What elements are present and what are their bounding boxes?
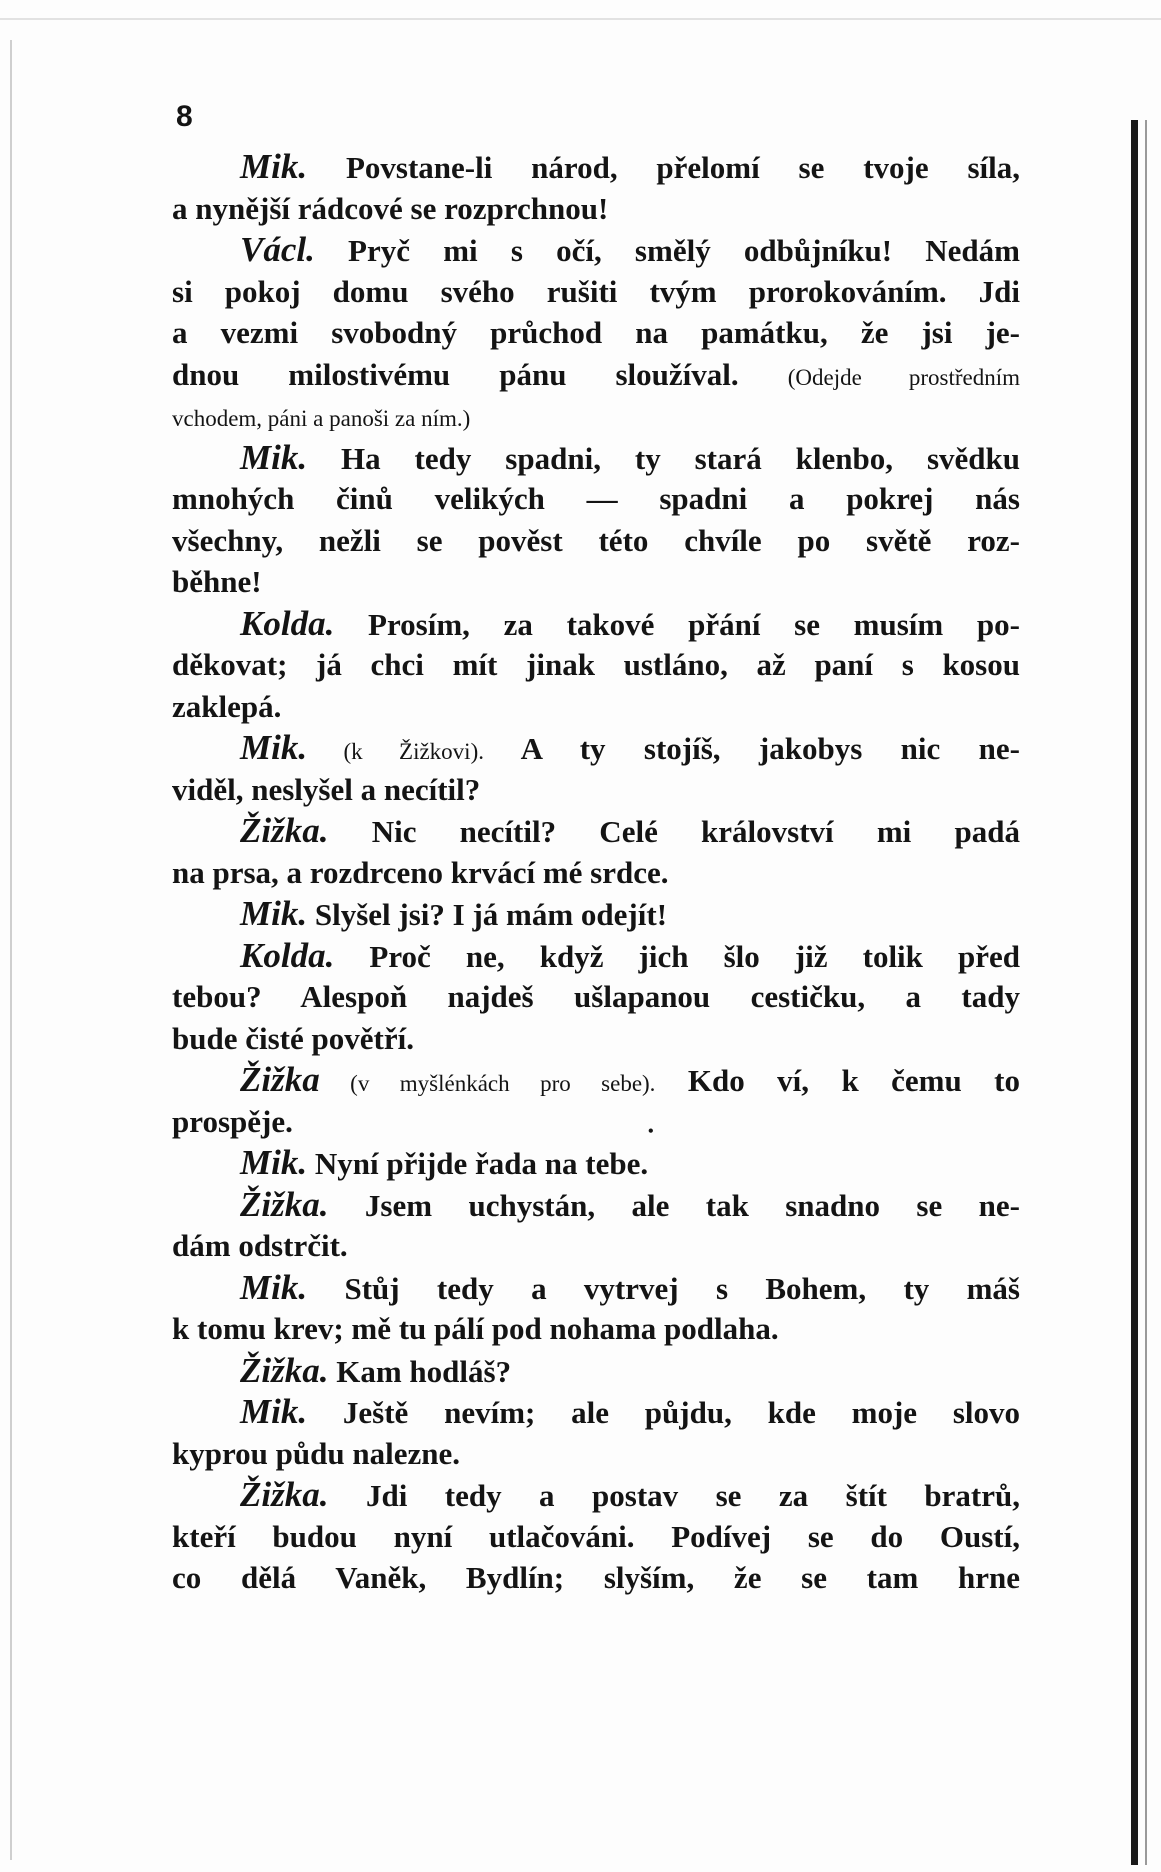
- line-text: kyprou půdu nalezne.: [172, 1435, 461, 1471]
- line-text: Ha tedy spadni, ty stará klenbo, svědku: [307, 440, 1020, 476]
- dialogue-text: [172, 146, 1020, 1599]
- stage-direction: (k Žižkovi).: [307, 739, 484, 764]
- stage-direction: (v myšlénkách pro sebe).: [319, 1071, 656, 1096]
- text-line: [172, 727, 1020, 769]
- speaker-name: Kolda.: [240, 603, 335, 643]
- speaker-name: Žižka.: [240, 811, 329, 850]
- text-line: [172, 437, 1020, 479]
- text-line: [172, 769, 1020, 811]
- speaker-name: Mik.: [240, 1267, 308, 1307]
- text-line: [172, 935, 1020, 977]
- line-text: všechny, nežli se pověst této chvíle po světě roz-: [172, 522, 1020, 558]
- ink-speck: •: [648, 1123, 654, 1140]
- speaker-name: Mik.: [240, 1143, 308, 1182]
- text-line: [172, 1101, 1020, 1143]
- speaker-name: Žižka.: [240, 1350, 329, 1390]
- line-text: Slyšel jsi? I já mám odejít!: [307, 897, 668, 932]
- line-text: A ty stojíš, jakobys nic ne-: [483, 731, 1021, 766]
- text-line: [172, 146, 1020, 188]
- line-text: co dělá Vaněk, Bydlín; slyším, že se tam hrne: [172, 1560, 1020, 1595]
- text-line: [172, 1433, 1020, 1475]
- book-spine-shadow: [1145, 120, 1147, 1865]
- text-line: [172, 1142, 1020, 1184]
- text-line: [172, 852, 1020, 894]
- text-line: [172, 603, 1020, 645]
- line-text: dám odstrčit.: [172, 1228, 348, 1263]
- line-text: Jdi tedy a postav se za štít bratrů,: [328, 1478, 1020, 1513]
- speaker-name: Kolda.: [240, 935, 335, 975]
- text-line: [172, 810, 1020, 852]
- speaker-name: Mik.: [240, 728, 308, 767]
- text-line: [172, 1516, 1020, 1558]
- line-text: Povstane-li národ, přelomí se tvoje síla,: [307, 150, 1020, 185]
- text-line: [172, 312, 1020, 354]
- speaker-name: Mik.: [240, 437, 308, 477]
- text-line: [172, 644, 1020, 686]
- text-line: [172, 1308, 1020, 1350]
- text-line: [172, 188, 1020, 230]
- stage-direction: vchodem, páni a panoši za ním.): [172, 406, 471, 431]
- page-top-edge: [0, 18, 1161, 20]
- speaker-name: Mik.: [240, 894, 308, 933]
- text-line: [172, 1474, 1020, 1516]
- text-line: [172, 1267, 1020, 1309]
- line-text: dnou milostivému pánu sloužíval.: [172, 356, 788, 392]
- text-line: [172, 478, 1020, 520]
- speaker-name: Václ.: [240, 230, 315, 269]
- text-line: [172, 395, 1020, 437]
- text-line: [172, 1225, 1020, 1267]
- line-text: si pokoj domu svého rušiti tvým prorokováním. Jdi: [172, 273, 1020, 309]
- book-spine-edge: [1131, 120, 1138, 1865]
- line-text: Jsem uchystán, ale tak snadno se ne-: [328, 1187, 1020, 1223]
- text-line: [172, 1557, 1020, 1599]
- text-line: [172, 1018, 1020, 1060]
- line-text: Kam hodláš?: [328, 1353, 512, 1389]
- line-text: Kdo ví, k čemu to: [655, 1063, 1020, 1098]
- line-text: prospěje.: [172, 1103, 293, 1139]
- page-left-edge: [10, 40, 12, 1860]
- text-line: [172, 271, 1020, 313]
- line-text: Nic necítil? Celé království mi padá: [328, 814, 1020, 849]
- text-line: [172, 1184, 1020, 1226]
- text-line: [172, 686, 1020, 728]
- line-text: děkovat; já chci mít jinak ustláno, až paní s kosou: [172, 647, 1020, 682]
- line-text: tebou? Alespoň najdeš ušlapanou cestičku, a tady: [172, 979, 1020, 1014]
- line-text: mnohých činů velikých — spadni a pokrej nás: [172, 481, 1020, 516]
- line-text: Stůj tedy a vytrvej s Bohem, ty máš: [307, 1270, 1020, 1306]
- line-text: a vezmi svobodný průchod na památku, že jsi je-: [172, 315, 1020, 350]
- line-text: Pryč mi s očí, smělý odbůjníku! Nedám: [314, 233, 1020, 268]
- line-text: běhne!: [172, 564, 262, 599]
- line-text: Prosím, za takové přání se musím po-: [334, 606, 1020, 642]
- speaker-name: Žižka: [240, 1060, 320, 1099]
- text-line: [172, 1350, 1020, 1392]
- speaker-name: Žižka.: [240, 1475, 329, 1514]
- speaker-name: Žižka.: [240, 1184, 329, 1224]
- line-text: na prsa, a rozdrceno krvácí mé srdce.: [172, 854, 669, 890]
- text-line: [172, 1391, 1020, 1433]
- line-text: Ještě nevím; ale půjdu, kde moje slovo: [307, 1395, 1020, 1430]
- speaker-name: Mik.: [240, 147, 308, 186]
- text-line: [172, 520, 1020, 562]
- text-line: [172, 229, 1020, 271]
- text-line: [172, 893, 1020, 935]
- text-line: [172, 561, 1020, 603]
- line-text: bude čisté povětří.: [172, 1020, 414, 1056]
- line-text: a nynější rádcové se rozprchnou!: [172, 190, 609, 226]
- line-text: Proč ne, když jich šlo již tolik před: [334, 938, 1020, 974]
- line-text: Nyní přijde řada na tebe.: [307, 1146, 649, 1181]
- stage-direction: (Odejde prostředním: [787, 364, 1021, 390]
- line-text: k tomu krev; mě tu pálí pod nohama podlaha.: [172, 1311, 779, 1346]
- text-line: [172, 976, 1020, 1018]
- text-line: [172, 354, 1020, 396]
- line-text: kteří budou nyní utlačováni. Podívej se do Oustí,: [172, 1518, 1020, 1554]
- page-number: 8: [176, 100, 193, 133]
- line-text: viděl, neslyšel a necítil?: [172, 771, 481, 807]
- line-text: zaklepá.: [172, 688, 282, 724]
- speaker-name: Mik.: [240, 1392, 308, 1431]
- text-line: [172, 1059, 1020, 1101]
